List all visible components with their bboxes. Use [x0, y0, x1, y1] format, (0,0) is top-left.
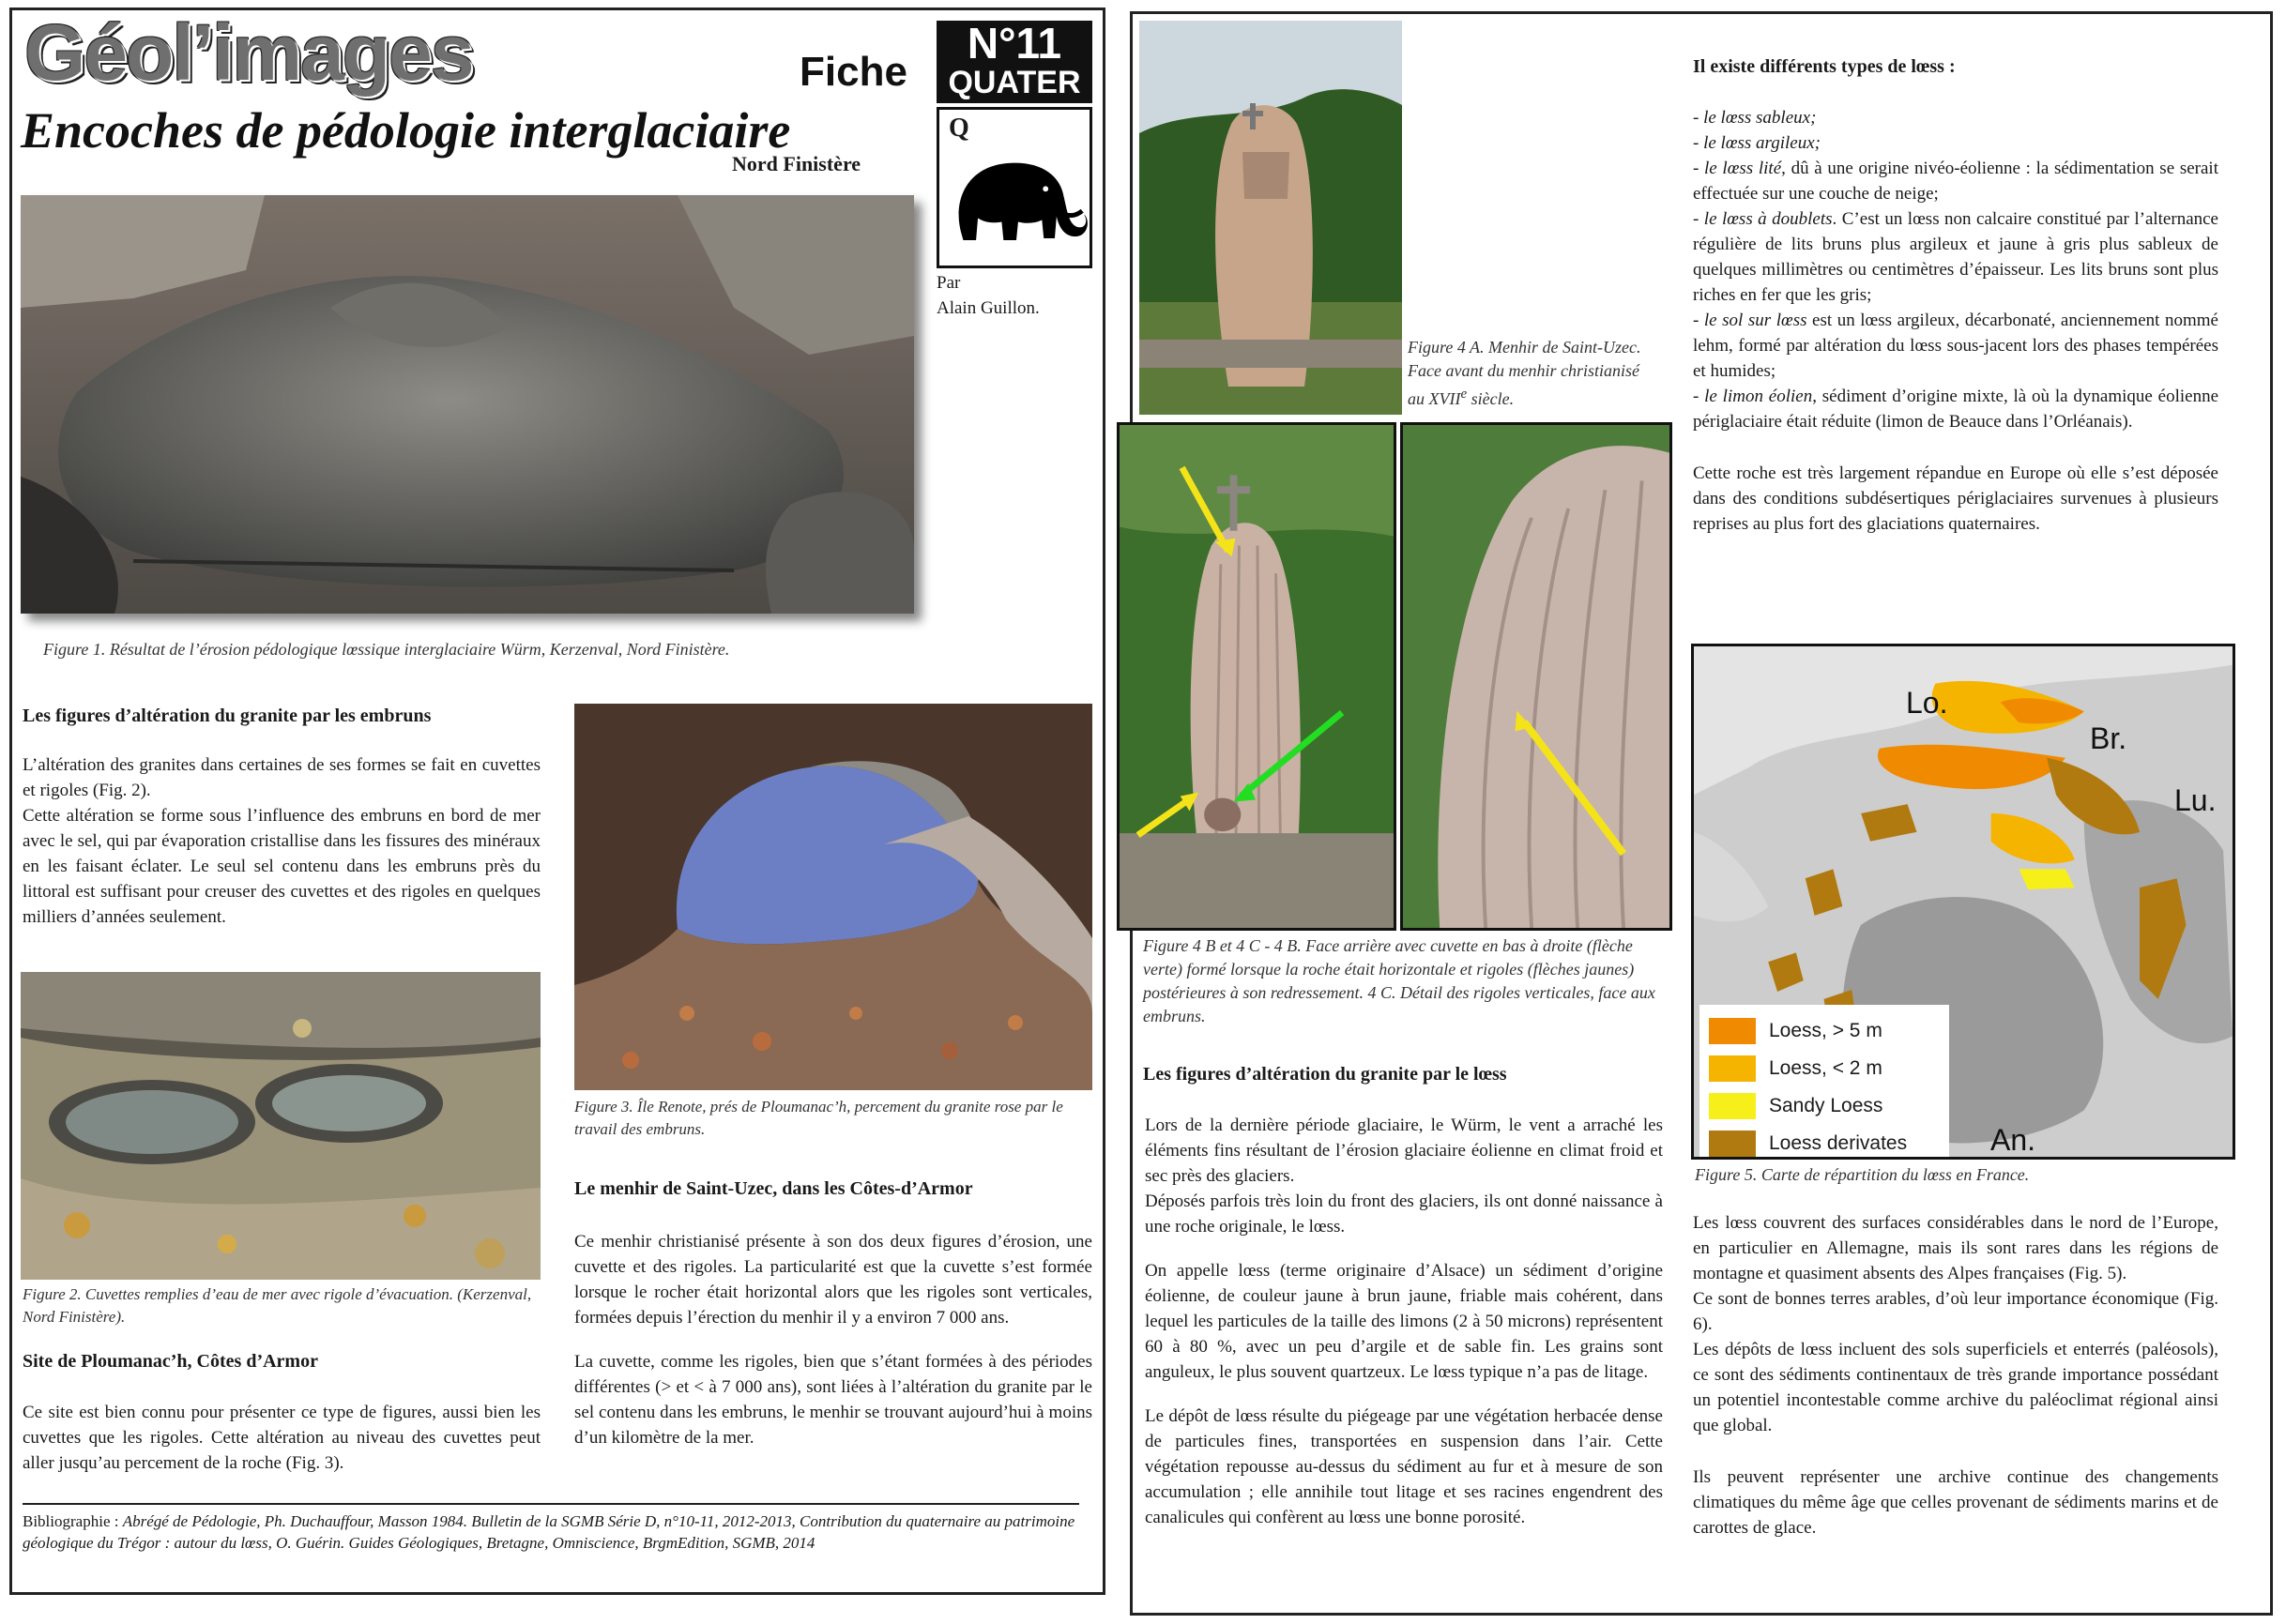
legend-item — [1709, 1050, 1940, 1087]
section2-text — [23, 1400, 541, 1476]
right-spacer-2 — [1693, 1438, 2218, 1465]
fiche-series: QUATER — [948, 65, 1081, 100]
region-label: Nord Finistère — [732, 152, 861, 175]
right-paragraph-4: Les dépôts de lœss incluent des sols superficiels et enterrés (paléosols), ce sont des sédiments continentaux de très grande importance possédant un potentiel incontestable comme archive du paléoclimat régional ainsi que global. — [1693, 1340, 2218, 1435]
mammoth-icon — [943, 138, 1090, 266]
fiche-number: N°11 — [967, 19, 1062, 68]
site-logo: Géol’images — [24, 8, 473, 97]
bibliography-text: Abrégé de Pédologie, Ph. Duchauffour, Masson 1984. Bulletin de la SGMB Série D, n°10-11, 2012-2013, Contribution du quaternaire au patrimoine géologique du Trégor : autour du lœss, O. Guérin. Guides Géologiques, Bretagne, Omniscience, BrgmEdition, SGMB, 2014 — [23, 1512, 1075, 1552]
loess-type-item: - le lœss à doublets. C’est un lœss non calcaire constitué par l’alternance régulière de lits bruns plus argileux et jaune à gris plus sableux de quelques millimètres ou centimètres d’épaisseur. Les lits bruns sont plus riches en fer que les gris; — [1693, 209, 2218, 305]
figure4a-caption-end: siècle. — [1467, 389, 1515, 408]
section3-paragraph-2: La cuvette, comme les rigoles, bien que s’étant formées à des périodes différentes (> et < à 7 000 ans), sont liées à l’altération du granite par le sel contenu dans les embruns, le menhir se trouvant aujourd’hui à moins d’un kilomètre de la mer. — [574, 1352, 1092, 1448]
loess-type-item: - le lœss argileux; — [1693, 133, 1821, 153]
figure4a-photo — [1139, 21, 1402, 415]
figure3-photo — [574, 704, 1092, 1090]
right-paragraph-1: Cette roche est très largement répandue en Europe où elle s’est déposée dans des conditions subdésertiques périglaciaires survenues à plusieurs reprises au plus fort des glaciations quaternaires. — [1693, 463, 2218, 534]
page-title: Encoches de pédologie interglaciaire — [21, 102, 791, 159]
author-name: Alain Guillon. — [937, 298, 1040, 318]
era-letter: Q — [949, 114, 969, 143]
era-box — [937, 107, 1092, 268]
section1-paragraph-2: Cette altération se forme sous l’influence des embruns en bord de mer avec le sel, qui par évaporation cristallise dans les fissures des minéraux en les faisant éclater. Le seul sel contenu dans les embruns près du littoral est suffisant pour creuser des cuvettes et des rigoles en quelques milliers d’années seulement. — [23, 806, 541, 927]
right-spacer-1 — [1693, 434, 2218, 461]
map-label-lu: Lu. — [2174, 783, 2217, 817]
figure4b-photo — [1117, 422, 1396, 931]
figure3-caption: Figure 3. Île Renote, prés de Ploumanac’h, percement du granite rose par le travail des embruns. — [574, 1098, 1063, 1138]
legend-item — [1709, 1125, 1940, 1160]
map-label-lo: Lo. — [1906, 686, 1948, 720]
middle-paragraph-2: Déposés parfois très loin du front des glaciers, ils ont donné naissance à une roche originale, le lœss. — [1145, 1191, 1663, 1237]
figure5-caption: Figure 5. Carte de répartition du lœss en France. — [1695, 1165, 2030, 1184]
legend-swatch — [1709, 1055, 1756, 1082]
loess-type-item: - le lœss lité, dû à une origine nivéo-éolienne : la sédimentation se serait effectuée sur une couche de neige; — [1693, 159, 2218, 204]
figure1-caption: Figure 1. Résultat de l’érosion pédologique lœssique interglaciaire Würm, Kerzenval, Nord Finistère. — [43, 640, 730, 659]
map-label-an: An. — [1990, 1123, 2036, 1157]
figure4a-caption-sup: e — [1460, 387, 1468, 402]
fiche-number-box — [937, 21, 1092, 103]
loess-type-item: - le lœss sableux; — [1693, 108, 1817, 128]
middle-spacer-2 — [1145, 1385, 1663, 1404]
fiche-label: Fiche — [800, 49, 907, 95]
loess-type-item: - le limon éolien, sédiment d’origine mixte, là où la dynamique éolienne périglaciaire était réduite (limon de Beauce dans l’Orléanais). — [1693, 387, 2219, 432]
section1-paragraph-1: L’altération des granites dans certaines de ses formes se fait en cuvettes et rigoles (Fig. 2). — [23, 755, 541, 800]
section2-paragraph-1: Ce site est bien connu pour présenter ce type de figures, aussi bien les cuvettes que les rigoles. Cette altération au niveau des cuvettes peut aller jusqu’au percement de la roche (Fig. 3). — [23, 1403, 541, 1473]
bibliography-rule — [23, 1503, 1079, 1505]
section3-title: Le menhir de Saint-Uzec, dans les Côtes-d’Armor — [574, 1178, 973, 1199]
figure4c-photo — [1400, 422, 1672, 931]
section3-spacer — [574, 1330, 1092, 1349]
right-paragraph-2: Les lœss couvrent des surfaces considérables dans le nord de l’Europe, en particulier en Allemagne, mais ils sont rares dans les régions de montagne et quasiment absents des Alpes françaises (Fig. 5). — [1693, 1213, 2218, 1283]
author-block — [937, 270, 1087, 321]
legend-swatch — [1709, 1131, 1756, 1157]
middle-section-text — [1145, 1113, 1663, 1530]
section1-text — [23, 752, 541, 930]
figure2-photo — [21, 972, 541, 1280]
middle-spacer-1 — [1145, 1239, 1663, 1258]
legend-label: Loess derivates — [1769, 1132, 1908, 1154]
figure2-caption: Figure 2. Cuvettes remplies d’eau de mer avec rigole d’évacuation. (Kerzenval, Nord Finistère). — [23, 1285, 532, 1326]
middle-paragraph-4: Le dépôt de lœss résulte du piégeage par une végétation herbacée dense de particules fines, transportées en suspension dans l’air. Cette végétation repousse au-dessus du sédiment au fur et à mesure de son accumulation ; elle annihile tout litage et ses racines engendrent des canalicules qui confèrent au lœss une bonne porosité. — [1145, 1406, 1663, 1527]
figure4bc-caption: Figure 4 B et 4 C - 4 B. Face arrière avec cuvette en bas à droite (flèche verte) formé lorsque la roche était horizontale et rigoles (flèches jaunes) postérieures à son redressement. 4 C. Détail des rigoles verticales, face aux embruns. — [1143, 936, 1655, 1025]
section1-title: Les figures d’altération du granite par les embruns — [23, 706, 432, 726]
bibliography — [23, 1510, 1092, 1554]
middle-section-title: Les figures d’altération du granite par le lœss — [1143, 1064, 1507, 1085]
legend-label: Loess, > 5 m — [1769, 1020, 1882, 1041]
figure1-photo — [21, 195, 914, 614]
middle-paragraph-3: On appelle lœss (terme originaire d’Alsace) un sédiment d’origine éolienne, de couleur jaune à brun jaune, friable mais cohérent, dans lequel les particules de la taille des limons (2 à 50 microns) représentent 60 à 80 %, avec un peu d’argile et de sable fin. Les grains sont anguleux, le plus souvent quartzeux. Le lœss typique n’a pas de litage. — [1145, 1261, 1663, 1382]
right-paragraph-5: Ils peuvent représenter une archive continue des changements climatiques du même âge que celles provenant de sédiments marins et de carottes de glace. — [1693, 1467, 2218, 1538]
loess-types-list — [1693, 105, 2218, 537]
legend-item — [1709, 1012, 1940, 1050]
right-lower-text — [1693, 1210, 2218, 1541]
legend-item — [1709, 1087, 1940, 1125]
figure5-map — [1691, 644, 2235, 1160]
middle-paragraph-1: Lors de la dernière période glaciaire, le Würm, le vent a arraché les éléments fins résultant de l’érosion glaciaire éolienne en climat froid et sec près des glaciers. — [1145, 1116, 1663, 1186]
figure4a-caption-text: Figure 4 A. Menhir de Saint-Uzec. Face avant du menhir christianisé au XVII — [1408, 338, 1641, 408]
right-paragraph-3: Ce sont de bonnes terres arables, d’où leur importance économique (Fig. 6). — [1693, 1289, 2218, 1334]
right-section-title: Il existe différents types de lœss : — [1693, 56, 1956, 77]
author-prefix: Par — [937, 273, 961, 293]
section3-paragraph-1: Ce menhir christianisé présente à son dos deux figures d’érosion, une cuvette et des rigoles. La particularité est que la cuvette s’est formée lorsque le rocher était horizontal alors que les rigoles sont verticales, formées depuis l’érection du menhir il y a environ 7 000 ans. — [574, 1232, 1092, 1328]
section3-text — [574, 1229, 1092, 1450]
map-label-br: Br. — [2090, 721, 2127, 755]
legend-label: Loess, < 2 m — [1769, 1057, 1882, 1079]
section2-title: Site de Ploumanac’h, Côtes d’Armor — [23, 1351, 318, 1372]
loess-type-item: - le sol sur lœss est un lœss argileux, décarbonaté, anciennement nommé lehm, formé par altération du lœss sous-jacent lors des phases tempérées et humides; — [1693, 311, 2218, 381]
map-legend — [1699, 1005, 1949, 1160]
bibliography-label: Bibliographie : — [23, 1512, 119, 1530]
legend-swatch — [1709, 1093, 1756, 1119]
legend-label: Sandy Loess — [1769, 1095, 1883, 1116]
legend-swatch — [1709, 1018, 1756, 1044]
figure4a-caption — [1408, 336, 1659, 411]
